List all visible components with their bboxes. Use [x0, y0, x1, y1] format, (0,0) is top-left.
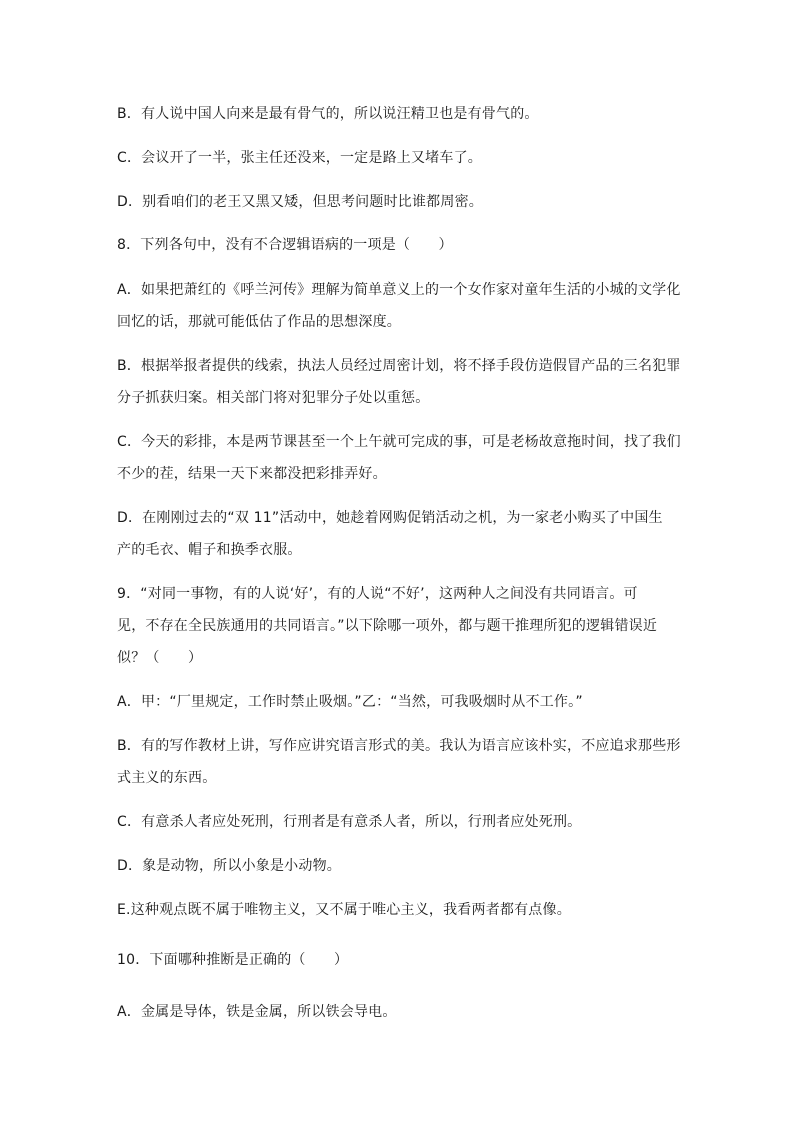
- question-10-stem: 10．下面哪种推断是正确的（ ）: [117, 952, 349, 968]
- option-b-q8-line2: 分子抓获归案。相关部门将对犯罪分子处以重惩。: [117, 390, 430, 406]
- option-a-q9: A．甲：“厂里规定，工作时禁止吸烟。”乙：“当然，可我吸烟时从不工作。”: [117, 694, 583, 710]
- option-b-q7: B．有人说中国人向来是最有骨气的，所以说汪精卫也是有骨气的。: [117, 106, 539, 122]
- option-d-q8-line2: 产的毛衣、帽子和换季衣服。: [117, 542, 302, 558]
- option-d-q8-line1: D．在刚刚过去的“双 11”活动中，她趁着网购促销活动之机，为一家老小购买了中国生: [117, 510, 663, 526]
- option-b-q8-line1: B．根据举报者提供的线索，执法人员经过周密计划，将不择手段仿造假冒产品的三名犯罪: [117, 358, 681, 374]
- option-a-q10: A．金属是导体，铁是金属，所以铁会导电。: [117, 1004, 397, 1020]
- option-c-q8-line1: C．今天的彩排，本是两节课甚至一个上午就可完成的事，可是老杨故意拖时间，找了我们: [117, 434, 681, 450]
- option-d-q9: D．象是动物，所以小象是小动物。: [117, 858, 341, 874]
- option-a-q8-line2: 回忆的话，那就可能低估了作品的思想深度。: [117, 314, 401, 330]
- option-c-q8-line2: 不少的茬，结果一天下来都没把彩排弄好。: [117, 466, 387, 482]
- option-a-q8-line1: A．如果把萧红的《呼兰河传》理解为简单意义上的一个女作家对童年生活的小城的文学化: [117, 282, 681, 298]
- option-c-q7: C．会议开了一半，张主任还没来，一定是路上又堵车了。: [117, 150, 482, 166]
- question-9-stem-line3: 似？（ ）: [117, 650, 203, 666]
- option-b-q9-line2: 式主义的东西。: [117, 770, 217, 786]
- option-b-q9-line1: B．有的写作教材上讲，写作应讲究语言形式的美。我认为语言应该朴实，不应追求那些形: [117, 738, 681, 754]
- option-c-q9: C．有意杀人者应处死刑，行刑者是有意杀人者，所以，行刑者应处死刑。: [117, 814, 582, 830]
- option-d-q7: D．别看咱们的老王又黑又矮，但思考问题时比谁都周密。: [117, 194, 483, 210]
- question-9-stem-line1: 9．“对同一事物，有的人说‘好’，有的人说“不好’，这两种人之间没有共同语言。可: [117, 586, 638, 602]
- option-e-q9: E.这种观点既不属于唯物主义，又不属于唯心主义，我看两者都有点像。: [117, 902, 571, 918]
- question-9-stem-line2: 见，不存在全民族通用的共同语言。”以下除哪一项外，都与题干推理所犯的逻辑错误近: [117, 618, 658, 634]
- question-8-stem: 8．下列各句中，没有不合逻辑语病的一项是（ ）: [117, 237, 453, 253]
